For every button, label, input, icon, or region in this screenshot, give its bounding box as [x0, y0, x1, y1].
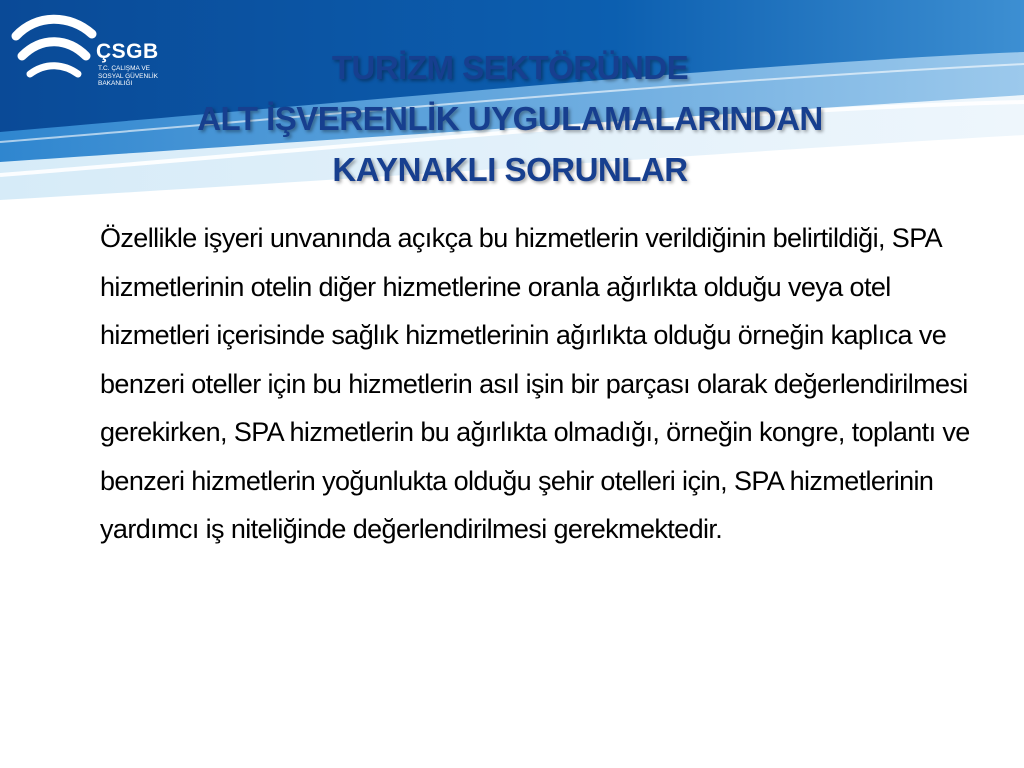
csgb-logo-mark-icon	[8, 8, 98, 88]
logo-subtitle: T.C. ÇALIŞMA VE SOSYAL GÜVENLİK BAKANLIĞI	[98, 65, 158, 87]
title-line-1: TURİZM SEKTÖRÜNDE	[331, 49, 689, 86]
title-line-3: KAYNAKLI SORUNLAR	[332, 151, 688, 188]
title-line-2: ALT İŞVERENLİK UYGULAMALARINDAN	[197, 100, 823, 137]
logo-name: ÇSGB	[96, 40, 159, 63]
body-paragraph: Özellikle işyeri unvanında açıkça bu hizmetlerin verildiğinin belirtildiği, SPA hizmetlerinin otelin diğer hizmetlerine oranla ağırlıkta olduğu veya otel hizmetleri içerisinde sağlık hizmetlerinin ağırlıkta olduğu örneğin kaplıca ve benzeri oteller için bu hizmetlerin asıl işin bir parçası olarak değerlendirilmesi gerekirken, SPA hizmetlerin bu ağırlıkta olmadığı, örneğin kongre, toplantı ve benzeri hizmetlerin yoğunlukta olduğu şehir otelleri için, SPA hizmetlerinin yardımcı iş niteliğinde değerlendirilmesi gerekmektedir.	[100, 223, 970, 544]
slide-title	[120, 42, 900, 195]
